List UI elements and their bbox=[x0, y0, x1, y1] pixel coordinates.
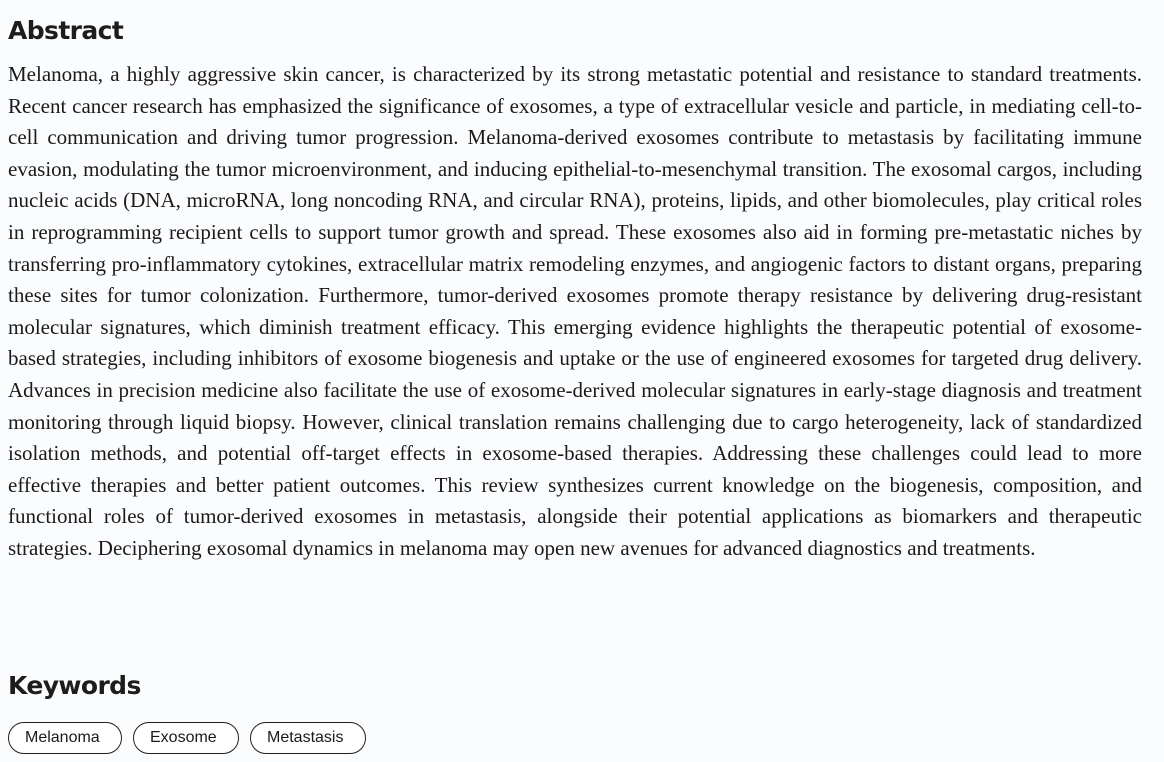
keyword-chip-metastasis[interactable]: Metastasis bbox=[250, 722, 366, 754]
abstract-text: Melanoma, a highly aggressive skin cancer, is characterized by its strong metastatic potential and resistance to standard treatments. Recent cancer research has emphasized the significance of exosomes, a type of extracellular vesicle and particle, in mediating cell-to-cell communication and driving tumor progression. Melanoma-derived exosomes contribute to metastasis by facilitating immune evasion, modulating the tumor microenvironment, and inducing epithelial-to-mesenchymal transition. The exosomal cargos, including nucleic acids (DNA, microRNA, long noncoding RNA, and circular RNA), proteins, lipids, and other biomolecules, play critical roles in reprogramming recipient cells to support tumor growth and spread. These exosomes also aid in forming pre-metastatic niches by transferring pro-inflammatory cytokines, extracellular matrix remodeling enzymes, and angiogenic factors to distant organs, preparing these sites for tumor colonization. Furthermore, tumor-derived exosomes promote therapy resistance by delivering drug-resistant molecular signatures, which diminish treatment efficacy. This emerging evidence highlights the therapeutic potential of exosome-based strategies, including inhibitors of exosome biogenesis and uptake or the use of engineered exosomes for targeted drug delivery. Advances in precision medicine also facilitate the use of exosome-derived molecular signatures in early-stage diagnosis and treatment monitoring through liquid biopsy. However, clinical translation remains challenging due to cargo heterogeneity, lack of standardized isolation methods, and potential off-target effects in exosome-based therapies. Addressing these challenges could lead to more effective therapies and better patient outcomes. This review synthesizes current knowledge on the biogenesis, composition, and functional roles of tumor-derived exosomes in metastasis, alongside their potential applications as biomarkers and therapeutic strategies. Deciphering exosomal dynamics in melanoma may open new avenues for advanced diagnostics and treatments. bbox=[8, 62, 1142, 560]
keyword-list bbox=[8, 722, 366, 754]
abstract-heading: Abstract bbox=[8, 16, 124, 45]
keyword-chip-melanoma[interactable]: Melanoma bbox=[8, 722, 122, 754]
keyword-chip-exosome[interactable]: Exosome bbox=[133, 722, 239, 754]
keywords-heading: Keywords bbox=[8, 671, 141, 700]
